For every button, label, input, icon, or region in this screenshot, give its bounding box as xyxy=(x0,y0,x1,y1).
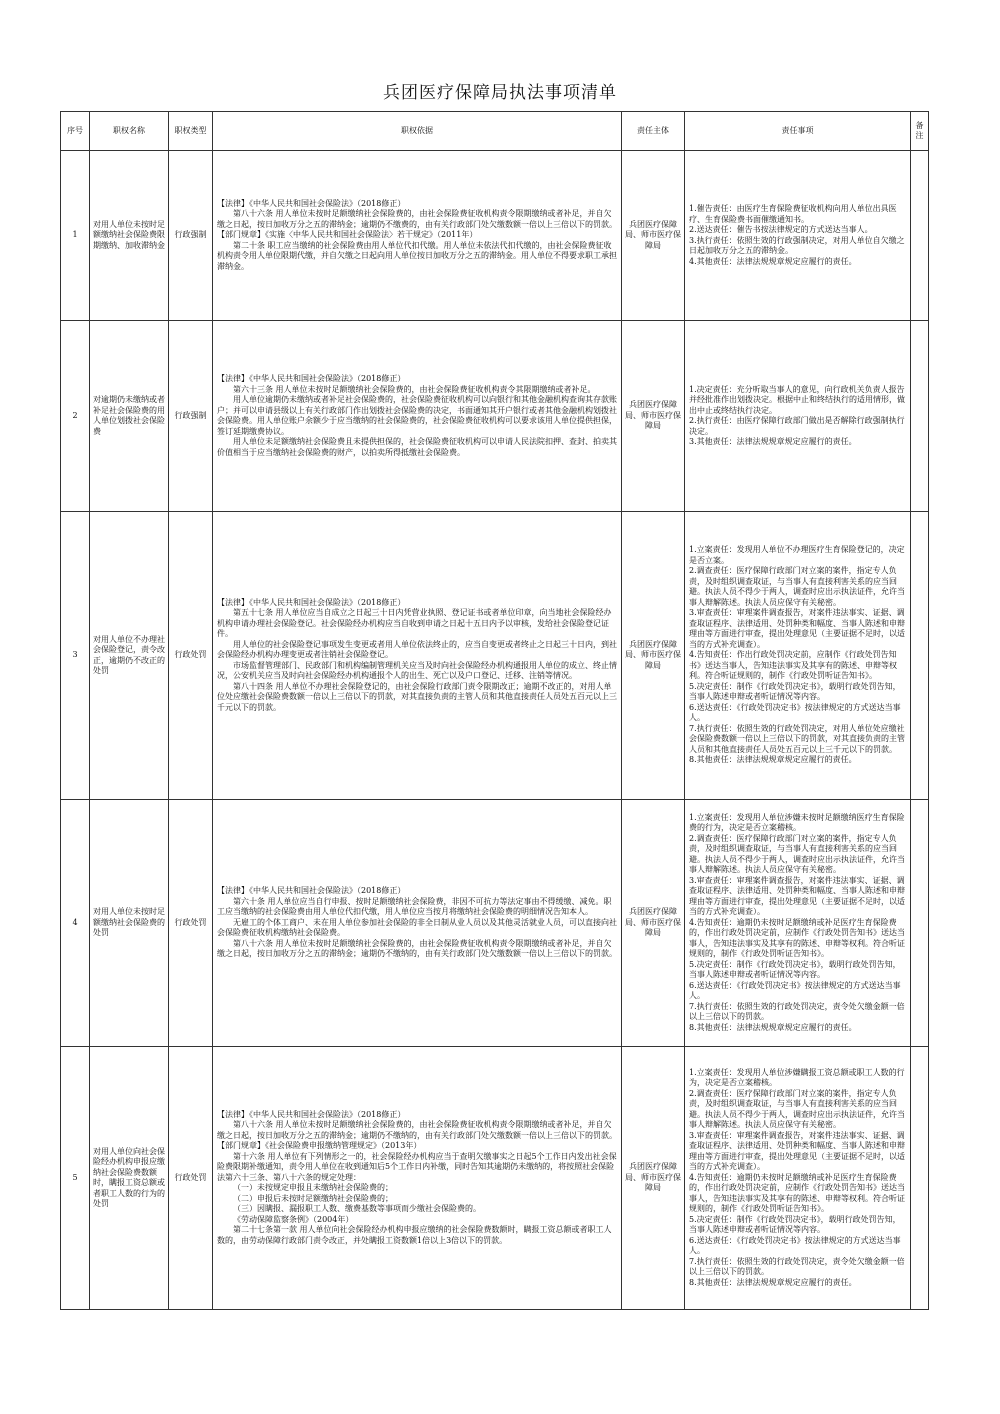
duty-item: 5.决定责任：制作《行政处罚决定书》，载明行政处罚告知，当事人陈述申辩或者听证情况等内容。 xyxy=(689,959,901,980)
header-basis: 职权依据 xyxy=(213,112,622,151)
basis-paragraph: 用人单位未足额缴纳社会保险费且未提供担保的，社会保险费征收机构可以申请人民法院扣押、查封、拍卖其价值相当于应当缴纳社会保险费的财产，以拍卖所得抵缴社会保险费。 xyxy=(217,437,617,457)
cell-name: 对用人单位不办理社会保险登记，责令改正，逾期仍不改正的处罚 xyxy=(90,512,169,800)
basis-paragraph: 第八十六条 用人单位未按时足额缴纳社会保险费的，由社会保险费征收机构责令限期缴纳或者补足，并自欠缴之日起，按日加收万分之五的滞纳金；逾期仍不缴纳的，由有关行政部门处欠缴数额一倍以上三倍以下的罚款。 xyxy=(217,1120,617,1140)
basis-paragraph: 【部门规章】《实施〈中华人民共和国社会保险法〉若干规定》（2011年） xyxy=(217,230,478,240)
basis-paragraph: （二）申报后未按时足额缴纳社会保险费的； xyxy=(233,1193,393,1203)
cell-seq: 4 xyxy=(61,800,90,1047)
cell-name: 对用人单位向社会保险经办机构申报应缴纳社会保险费数额时，瞒报工资总额或者职工人数的行为的处罚 xyxy=(90,1047,169,1310)
cell-subject: 兵团医疗保障局、师市医疗保障局 xyxy=(622,800,685,1047)
basis-paragraph: （一）未按规定申报且未缴纳社会保险费的； xyxy=(233,1183,393,1193)
duty-item: 3.审查责任：审理案件调查报告，对案件违法事实、证据、调查取证程序、法律适用、处罚种类和幅度、当事人陈述和申辩理由等方面进行审查，提出处理意见（主要证据不足时，以适当的方式补充调查）。 xyxy=(689,608,905,649)
basis-paragraph: 【法律】《中华人民共和国社会保险法》（2018修正） xyxy=(217,1109,406,1119)
cell-duties xyxy=(685,800,911,1047)
duty-item: 6.送达责任：《行政处罚决定书》按法律规定的方式送达当事人。 xyxy=(689,702,901,723)
basis-paragraph: 第八十六条 用人单位未按时足额缴纳社会保险费的，由社会保险费征收机构责令限期缴纳或者补足，并自欠缴之日起，按日加收万分之五的滞纳金；逾期仍不缴费的，由有关行政部门处欠缴数额一倍以上三倍以下的罚款。 xyxy=(217,209,617,229)
basis-paragraph: 【法律】《中华人民共和国社会保险法》（2018修正） xyxy=(217,198,406,208)
duty-item: 1.立案责任：发现用人单位涉嫌未按时足额缴纳医疗生育保险费的行为，决定是否立案稽核。 xyxy=(689,812,905,833)
cell-remark xyxy=(911,512,929,800)
basis-paragraph: 第十六条 用人单位有下列情形之一的，社会保险经办机构应当于查明欠缴事实之日起5个工作日内发出社会保险费限期补缴通知，责令用人单位在收到通知后5个工作日内补缴，同时告知其逾期仍未缴纳的，将按照社会保险法第六十三条、第八十六条的规定处理： xyxy=(217,1151,617,1182)
duty-item: 8.其他责任：法律法规规章规定应履行的责任。 xyxy=(689,1277,857,1287)
duty-item: 7.执行责任：依照生效的行政处罚决定，责令处欠缴金额一倍以上三倍以下的罚款。 xyxy=(689,1256,905,1277)
basis-paragraph: 第八十六条 用人单位未按时足额缴纳社会保险费的，由社会保险费征收机构责令限期缴纳或者补足，并自欠缴之日起，按日加收万分之五的滞纳金；逾期仍不缴纳的，由有关行政部门处欠缴数额一倍以上三倍以下的罚款。 xyxy=(217,938,617,959)
duty-item: 8.其他责任：法律法规规章规定应履行的责任。 xyxy=(689,1022,857,1032)
basis-paragraph: 市场监督管理部门、民政部门和机构编制管理机关应当及时向社会保险经办机构通报用人单位的成立、终止情况，公安机关应当及时向社会保险经办机构通报个人的出生、死亡以及户口登记、迁移、注销等情况。 xyxy=(217,660,617,681)
basis-paragraph: 【法律】《中华人民共和国社会保险法》（2018修正） xyxy=(217,886,406,896)
header-seq: 序号 xyxy=(61,112,90,151)
basis-paragraph: 第六十三条 用人单位未按时足额缴纳社会保险费的，由社会保险费征收机构责令其限期缴纳或者补足。 xyxy=(233,384,596,394)
duty-item: 2.送达责任：催告书按法律规定的方式送达当事人。 xyxy=(689,225,873,234)
table-body xyxy=(61,151,929,1310)
duty-item: 6.送达责任：《行政处罚决定书》按法律规定的方式送达当事人。 xyxy=(689,1235,901,1256)
duty-item: 5.决定责任：制作《行政处罚决定书》，载明行政处罚告知，当事人陈述申辩或者听证情况等内容。 xyxy=(689,681,901,702)
cell-remark xyxy=(911,151,929,321)
table-row xyxy=(61,800,929,1047)
duty-item: 8.其他责任：法律法规规章规定应履行的责任。 xyxy=(689,755,857,765)
basis-paragraph: 无雇工的个体工商户、未在用人单位参加社会保险的非全日制从业人员以及其他灵活就业人员，可以直接向社会保险费征收机构缴纳社会保险费。 xyxy=(217,917,617,938)
cell-name: 对用人单位未按时足额缴纳社会保险费的处罚 xyxy=(90,800,169,1047)
basis-paragraph: 第二十条 职工应当缴纳的社会保险费由用人单位代扣代缴。用人单位未依法代扣代缴的，由社会保险费征收机构责令用人单位限期代缴，并自欠缴之日起向用人单位按日加收万分之五的滞纳金。用人单位不得要求职工承担滞纳金。 xyxy=(217,240,617,271)
cell-subject: 兵团医疗保障局、师市医疗保障局 xyxy=(622,151,685,321)
basis-paragraph: 【法律】《中华人民共和国社会保险法》（2018修正） xyxy=(217,597,406,607)
duty-item: 4.告知责任：逾期仍未按时足额缴纳或补足医疗生育保险费的，作出行政处罚决定前，应制作《行政处罚告知书》送达当事人，告知违法事实及其享有的陈述、申辩等权利。符合听证规则的，制作《行政处罚听证告知书》。 xyxy=(689,1172,905,1214)
cell-subject: 兵团医疗保障局、师市医疗保障局 xyxy=(622,1047,685,1310)
cell-remark xyxy=(911,321,929,512)
table-header-row xyxy=(61,112,929,151)
cell-seq: 5 xyxy=(61,1047,90,1310)
duty-item: 5.决定责任：制作《行政处罚决定书》，载明行政处罚告知，当事人陈述申辩或者听证情况等内容。 xyxy=(689,1214,901,1235)
duty-item: 2.执行责任：由医疗保障行政部门做出是否解除行政强制执行决定。 xyxy=(689,416,905,436)
cell-type: 行政强制 xyxy=(169,321,213,512)
cell-remark xyxy=(911,800,929,1047)
cell-duties xyxy=(685,1047,911,1310)
duty-item: 2.调查责任：医疗保障行政部门对立案的案件，指定专人负责，及时组织调查取证，与当事人有直接利害关系的应当回避。执法人员不得少于两人，调查时应出示执法证件，允许当事人辩解陈述。执法人员应保守有关秘密。 xyxy=(689,833,905,875)
basis-paragraph: 【法律】《中华人民共和国社会保险法》（2018修正） xyxy=(217,374,406,383)
cell-type: 行政处罚 xyxy=(169,1047,213,1310)
table-row xyxy=(61,512,929,800)
cell-name: 对用人单位未按时足额缴纳社会保险费限期缴纳、加收滞纳金 xyxy=(90,151,169,321)
cell-subject: 兵团医疗保障局、师市医疗保障局 xyxy=(622,512,685,800)
duty-item: 6.送达责任：《行政处罚决定书》按法律规定的方式送达当事人。 xyxy=(689,980,901,1001)
duty-item: 3.其他责任：法律法规规章规定应履行的责任。 xyxy=(689,437,857,446)
header-name: 职权名称 xyxy=(90,112,169,151)
cell-seq: 1 xyxy=(61,151,90,321)
basis-paragraph: 《劳动保障监察条例》（2004年） xyxy=(233,1214,354,1224)
cell-basis xyxy=(213,1047,622,1310)
cell-subject: 兵团医疗保障局、师市医疗保障局 xyxy=(622,321,685,512)
duty-item: 3.审查责任：审理案件调查报告，对案件违法事实、证据、调查取证程序、法律适用、处罚种类和幅度、当事人陈述和申辩理由等方面进行审查，提出处理意见（主要证据不足时，以适当的方式补充调查）。 xyxy=(689,875,905,917)
table-row xyxy=(61,321,929,512)
basis-paragraph: 用人单位逾期仍未缴纳或者补足社会保险费的，社会保险费征收机构可以向银行和其他金融机构查询其存款账户；并可以申请县级以上有关行政部门作出划拨社会保险费的决定，书面通知其开户银行或者其他金融机构划拨社会保险费。用人单位账户余额少于应当缴纳的社会保险费的，社会保险费征收机构可以要求该用人单位提供担保，签订延期缴费协议。 xyxy=(217,395,617,436)
duty-item: 1.立案责任：发现用人单位不办理医疗生育保险登记的，决定是否立案。 xyxy=(689,545,905,565)
cell-remark xyxy=(911,1047,929,1310)
cell-type: 行政处罚 xyxy=(169,512,213,800)
cell-seq: 3 xyxy=(61,512,90,800)
basis-paragraph: 【部门规章】《社会保险费申报缴纳管理规定》（2013年） xyxy=(217,1141,422,1151)
header-remark: 备注 xyxy=(911,112,929,151)
header-subject: 责任主体 xyxy=(622,112,685,151)
cell-type: 行政处罚 xyxy=(169,800,213,1047)
basis-paragraph: （三）因瞒报、漏报职工人数、缴费基数等事项而少缴社会保险费的。 xyxy=(233,1204,481,1214)
table-row xyxy=(61,151,929,321)
cell-basis xyxy=(213,151,622,321)
document-title: 兵团医疗保障局执法事项清单 xyxy=(383,83,617,103)
duty-item: 1.立案责任：发现用人单位涉嫌瞒报工资总额或职工人数的行为，决定是否立案稽核。 xyxy=(689,1067,905,1088)
duty-item: 7.执行责任：依照生效的行政处罚决定，对用人单位处应缴社会保险费数额一倍以上三倍以下的罚款，对其直接负责的主管人员和其他直接责任人员处五百元以上三千元以下的罚款。 xyxy=(689,723,905,754)
duty-item: 1.决定责任：充分听取当事人的意见，向行政机关负责人报告并经批准作出划拨决定。根据中止和终结执行的适用情形，做出中止或终结执行决定。 xyxy=(689,384,905,415)
duty-item: 2.调查责任：医疗保障行政部门对立案的案件，指定专人负责，及时组织调查取证，与当事人有直接利害关系的应当回避。执法人员不得少于两人，调查时应出示执法证件，允许当事人辩解陈述。执法人员应保守有关秘密。 xyxy=(689,566,905,607)
duty-item: 7.执行责任：依照生效的行政处罚决定，责令处欠缴金额一倍以上三倍以下的罚款。 xyxy=(689,1001,905,1022)
cell-name: 对逾期仍未缴纳或者补足社会保险费的用人单位划拨社会保险费 xyxy=(90,321,169,512)
basis-paragraph: 第八十四条 用人单位不办理社会保险登记的，由社会保险行政部门责令限期改正；逾期不改正的，对用人单位处应缴社会保险费数额一倍以上三倍以下的罚款，对其直接负责的主管人员和其他直接责任人员处五百元以上三千元以下的罚款。 xyxy=(217,681,617,712)
duty-item: 4.告知责任：作出行政处罚决定前，应制作《行政处罚告知书》送达当事人，告知违法事实及其享有的陈述、申辩等权利。符合听证规则的，制作《行政处罚听证告知书》。 xyxy=(689,650,897,681)
duty-item: 4.告知责任：逾期仍未按时足额缴纳或补足医疗生育保险费的，作出行政处罚决定前，应制作《行政处罚告知书》送达当事人，告知违法事实及其享有的陈述、申辩等权利。符合听证规则的，制作《行政处罚听证告知书》。 xyxy=(689,917,905,959)
duty-item: 1.催告责任：由医疗生育保险费征收机构向用人单位出具医疗、生育保险费书面催缴通知书。 xyxy=(689,204,897,224)
cell-type: 行政强制 xyxy=(169,151,213,321)
cell-seq: 2 xyxy=(61,321,90,512)
enforcement-table xyxy=(60,111,929,1310)
cell-duties xyxy=(685,321,911,512)
header-duties: 责任事项 xyxy=(685,112,911,151)
cell-basis xyxy=(213,321,622,512)
basis-paragraph: 第六十条 用人单位应当自行申报、按时足额缴纳社会保险费，非因不可抗力等法定事由不得缓缴、减免。职工应当缴纳的社会保险费由用人单位代扣代缴，用人单位应当按月将缴纳社会保险费的明细情况告知本人。 xyxy=(217,896,612,917)
table-row xyxy=(61,1047,929,1310)
cell-duties xyxy=(685,151,911,321)
header-type: 职权类型 xyxy=(169,112,213,151)
duty-item: 4.其他责任：法律法规规章规定应履行的责任。 xyxy=(689,256,857,266)
duty-item: 2.调查责任：医疗保障行政部门对立案的案件，指定专人负责，及时组织调查取证，与当事人有直接利害关系的应当回避。执法人员不得少于两人，调查时应出示执法证件，允许当事人辩解陈述。执法人员应保守有关秘密。 xyxy=(689,1088,905,1130)
duty-item: 3.执行责任：依照生效的行政强制决定，对用人单位自欠缴之日起加收万分之五的滞纳金。 xyxy=(689,235,905,255)
cell-basis xyxy=(213,800,622,1047)
basis-paragraph: 第五十七条 用人单位应当自成立之日起三十日内凭营业执照、登记证书或者单位印章，向当地社会保险经办机构申请办理社会保险登记。社会保险经办机构应当自收到申请之日起十五日内予以审核，发给社会保险登记证件。 xyxy=(217,608,612,639)
cell-basis xyxy=(213,512,622,800)
basis-paragraph: 第二十七条第一款 用人单位向社会保险经办机构申报应缴纳的社会保险费数额时，瞒报工资总额或者职工人数的，由劳动保障行政部门责令改正，并处瞒报工资数额1倍以上3倍以下的罚款。 xyxy=(217,1225,612,1245)
basis-paragraph: 用人单位的社会保险登记事项发生变更或者用人单位依法终止的，应当自变更或者终止之日起三十日内，到社会保险经办机构办理变更或者注销社会保险登记。 xyxy=(217,639,617,660)
cell-duties xyxy=(685,512,911,800)
duty-item: 3.审查责任：审理案件调查报告，对案件违法事实、证据、调查取证程序、法律适用、处罚种类和幅度、当事人陈述和申辩理由等方面进行审查，提出处理意见（主要证据不足时，以适当的方式补充调查）。 xyxy=(689,1130,905,1172)
